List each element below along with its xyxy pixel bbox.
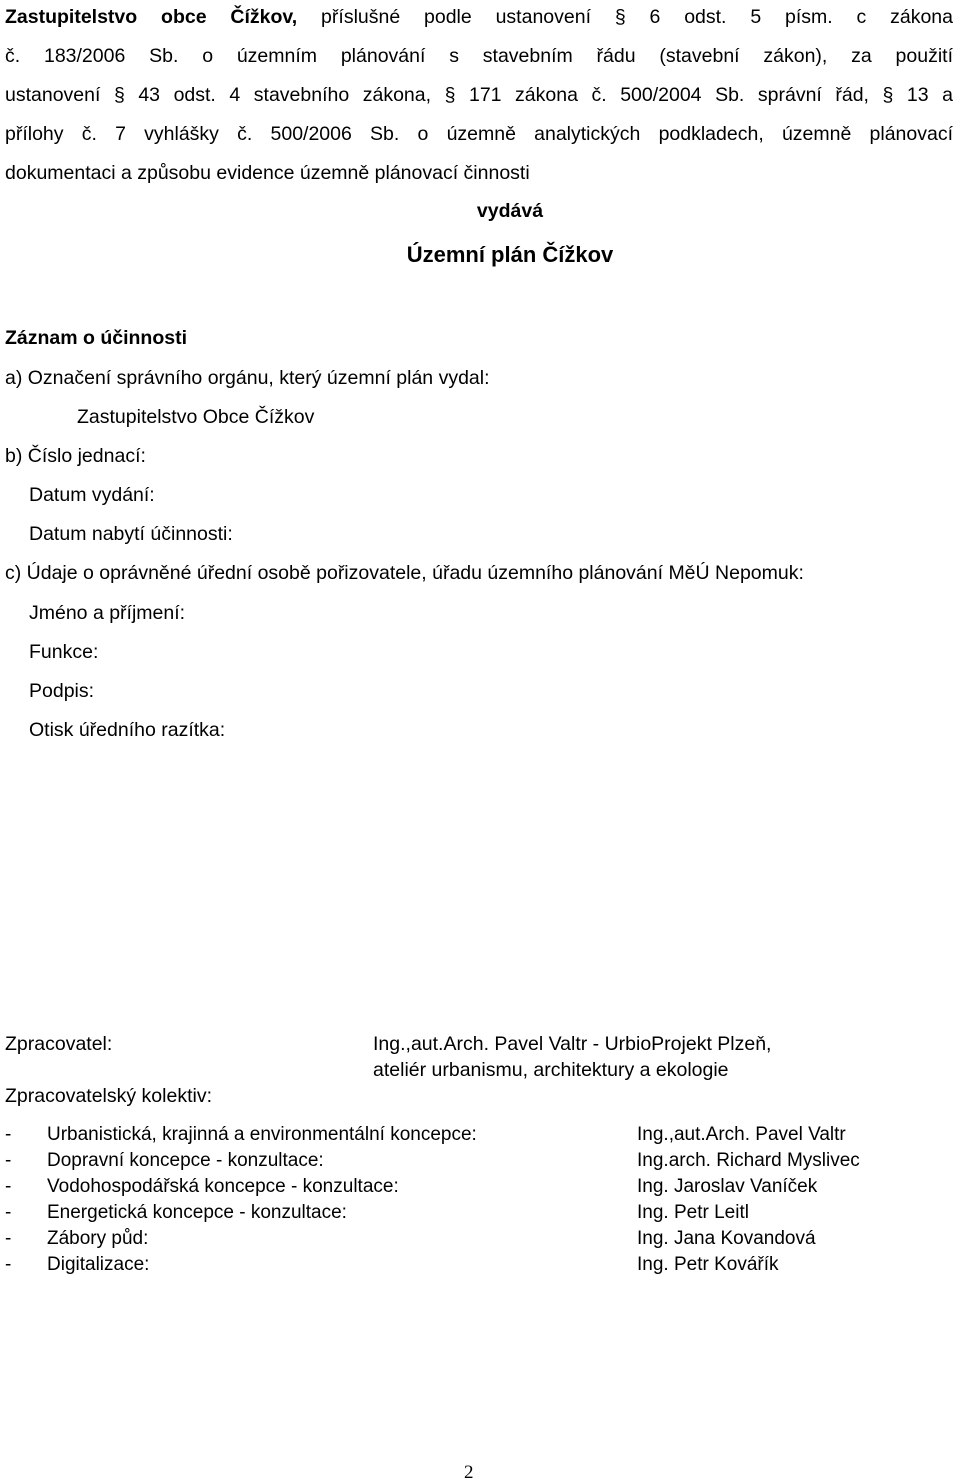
intro-line-3-text: ustanovení § 43 odst. 4 stavebního zákona, § 171 zákona č. 500/2004 Sb. správní řád, § 13 a: [5, 84, 953, 106]
stamp-label: Otisk úředního razítka:: [29, 719, 226, 741]
intro-line-3: [5, 82, 953, 108]
intro-line-4: [5, 121, 953, 147]
date-issued-label: Datum vydání:: [29, 484, 155, 506]
team-role: Digitalizace:: [47, 1254, 150, 1275]
processor-value-line-2: ateliér urbanismu, architektury a ekologie: [373, 1059, 729, 1081]
team-role: Zábory půd:: [47, 1228, 149, 1249]
plan-title: Územní plán Čížkov: [406, 242, 614, 267]
function-label: Funkce:: [29, 641, 99, 663]
team-role: Dopravní koncepce - konzultace:: [47, 1150, 324, 1171]
team-person: Ing. Jana Kovandová: [637, 1228, 816, 1249]
intro-line-5: dokumentaci a způsobu evidence územně plánovací činnosti: [5, 162, 530, 184]
record-c-label: c) Údaje o oprávněné úřední osobě pořizovatele, úřadu územního plánování MěÚ Nepomuk:: [5, 562, 804, 584]
team-person: Ing. Petr Leitl: [637, 1202, 749, 1223]
team-dash: -: [5, 1254, 12, 1275]
record-a-value: Zastupitelstvo Obce Čížkov: [77, 406, 315, 428]
record-b-label: b) Číslo jednací:: [5, 445, 146, 467]
team-person: Ing.arch. Richard Myslivec: [637, 1150, 860, 1171]
team-label: Zpracovatelský kolektiv:: [5, 1085, 212, 1107]
record-a-label: a) Označení správního orgánu, který územní plán vydal:: [5, 367, 490, 389]
page-number: 2: [464, 1462, 474, 1483]
team-person: Ing. Petr Kovářík: [637, 1254, 779, 1275]
team-role: Energetická koncepce - konzultace:: [47, 1202, 347, 1223]
team-dash: -: [5, 1202, 12, 1223]
team-role: Vodohospodářská koncepce - konzultace:: [47, 1176, 399, 1197]
intro-line-1-rest: příslušné podle ustanovení § 6 odst. 5 písm. c zákona: [297, 6, 953, 28]
intro-line-2-text: č. 183/2006 Sb. o územním plánování s stavebním řádu (stavební zákon), za použití: [5, 45, 953, 67]
team-person: Ing. Jaroslav Vaníček: [637, 1176, 818, 1197]
team-role: Urbanistická, krajinná a environmentální koncepce:: [47, 1124, 477, 1145]
processor-value-line-1: Ing.,aut.Arch. Pavel Valtr - UrbioProjekt Plzeň,: [373, 1033, 772, 1055]
signature-label: Podpis:: [29, 680, 95, 702]
intro-line-1: [5, 4, 953, 30]
processor-label: Zpracovatel:: [5, 1033, 113, 1055]
name-label: Jméno a příjmení:: [29, 602, 186, 624]
issues-heading: vydává: [476, 200, 544, 222]
team-dash: -: [5, 1176, 12, 1197]
council-name: Zastupitelstvo obce Čížkov,: [5, 6, 298, 28]
date-effect-label: Datum nabytí účinnosti:: [29, 523, 233, 545]
team-dash: -: [5, 1124, 12, 1145]
team-dash: -: [5, 1228, 12, 1249]
team-person: Ing.,aut.Arch. Pavel Valtr: [637, 1124, 846, 1145]
record-heading: Záznam o účinnosti: [5, 327, 188, 349]
intro-line-2: [5, 43, 953, 69]
team-dash: -: [5, 1150, 12, 1171]
intro-line-4-text: přílohy č. 7 vyhlášky č. 500/2006 Sb. o územně analytických podkladech, územně plánovací: [5, 123, 953, 145]
